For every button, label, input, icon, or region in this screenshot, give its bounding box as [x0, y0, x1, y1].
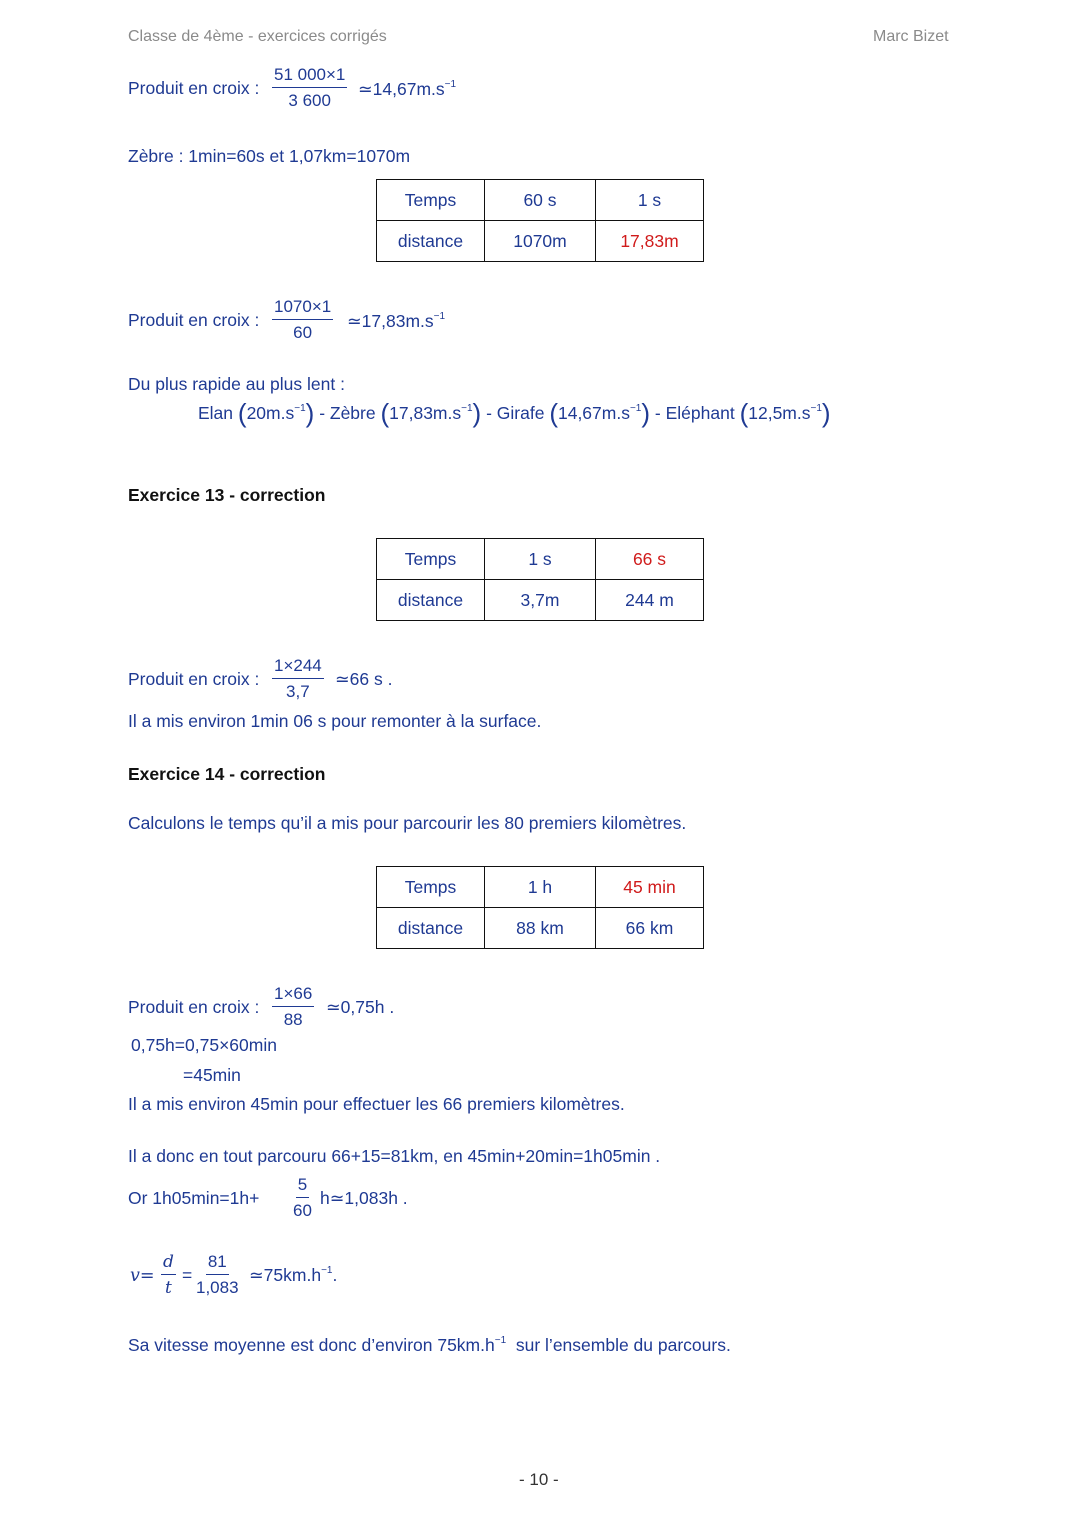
- result-1-exponent: −1: [444, 79, 457, 90]
- ranking-girafe: - Girafe: [486, 403, 545, 423]
- table-cell: 1 s: [596, 180, 704, 221]
- paren-close: ): [472, 398, 482, 428]
- zebre-conversion: Zèbre : 1min=60s et 1,07km=1070m: [128, 146, 411, 166]
- paren-open: (: [739, 398, 749, 428]
- cross-product-label-2: Produit en croix :: [128, 310, 260, 330]
- velocity-exponent: −1: [321, 1265, 333, 1276]
- cross-product-label-4: Produit en croix :: [128, 997, 260, 1017]
- table-cell: 60 s: [485, 180, 596, 221]
- exercise-14-line-4: Il a donc en tout parcouru 66+15=81km, en 45min+20min=1h05min .: [128, 1146, 661, 1166]
- fraction-5: [293, 1175, 312, 1221]
- paren-open: (: [549, 398, 558, 428]
- fraction-6: [196, 1252, 239, 1298]
- fraction-1: [272, 65, 347, 111]
- ranking-girafe-speed: 14,67m.s: [557, 403, 630, 423]
- fraction-2: [272, 297, 333, 343]
- cross-product-label-1: Produit en croix :: [128, 78, 260, 98]
- table-cell: 66 km: [596, 908, 704, 949]
- header-left: Classe de 4ème - exercices corrigés: [128, 28, 387, 45]
- table-row: [377, 180, 704, 221]
- ranking-elan: Elan: [198, 403, 234, 423]
- ranking-elan-speed: 20m.s: [246, 403, 295, 423]
- table-cell: distance: [377, 221, 485, 262]
- paren-open: (: [380, 398, 390, 428]
- fraction-3: [272, 656, 324, 702]
- table-cell-answer: 66 s: [596, 539, 704, 580]
- ranking-list: [198, 398, 831, 429]
- table-cell: 88 km: [485, 908, 596, 949]
- table-cell: distance: [377, 580, 485, 621]
- or-line-suffix: h≃1,083h .: [320, 1188, 408, 1208]
- fraction-3-denominator: 3,7: [286, 682, 310, 701]
- exercise-14-intro: Calculons le temps qu’il a mis pour parcourir les 80 premiers kilomètres.: [128, 813, 687, 833]
- exercise-14-title: Exercice 14 - correction: [128, 764, 326, 784]
- fraction-4-denominator: 88: [283, 1010, 303, 1029]
- table-cell-answer: 17,83m: [596, 221, 704, 262]
- fraction-3-numerator: 1×244: [272, 656, 324, 679]
- velocity-period: .: [332, 1265, 338, 1285]
- final-exponent: −1: [494, 1335, 507, 1346]
- fraction-t: t: [165, 1278, 172, 1298]
- fraction-4: [272, 984, 314, 1030]
- ranking-elephant-speed: 12,5m.s: [748, 403, 811, 423]
- fraction-6-numerator: 81: [206, 1252, 229, 1275]
- result-1-value: ≃14,67m.s: [358, 79, 445, 99]
- exponent: −1: [810, 403, 822, 414]
- fraction-5-numerator: 5: [296, 1175, 309, 1198]
- ranking-elephant: - Eléphant: [654, 403, 735, 423]
- conversion-line-2: =45min: [183, 1065, 241, 1085]
- table-cell: Temps: [377, 539, 485, 580]
- exponent: −1: [461, 403, 473, 414]
- velocity-result: [249, 1265, 337, 1286]
- fraction-6-denominator: 1,083: [196, 1278, 239, 1297]
- table-cell: 3,7m: [485, 580, 596, 621]
- result-2-value: ≃17,83m.s: [347, 311, 434, 331]
- table-row: [377, 908, 704, 949]
- conversion-line-1: 0,75h=0,75×60min: [131, 1035, 277, 1055]
- final-conclusion-part-1: Sa vitesse moyenne est donc d’environ 75km.h: [128, 1335, 495, 1355]
- fraction-4-numerator: 1×66: [272, 984, 314, 1007]
- cross-product-label-3: Produit en croix :: [128, 669, 260, 689]
- exercise-14-line-3: Il a mis environ 45min pour effectuer les 66 premiers kilomètres.: [128, 1094, 625, 1114]
- or-line-prefix: Or 1h05min=1h+: [128, 1188, 260, 1208]
- result-2-exponent: −1: [433, 311, 446, 322]
- header-right: Marc Bizet: [873, 28, 949, 45]
- final-conclusion-part-2: sur l’ensemble du parcours.: [506, 1335, 731, 1355]
- result-4: ≃0,75h .: [326, 997, 395, 1017]
- ranking-zebre-speed: 17,83m.s: [389, 403, 462, 423]
- paren-close: ): [305, 398, 315, 428]
- exponent: −1: [294, 403, 306, 414]
- result-2: [347, 311, 445, 332]
- fraction-1-numerator: 51 000×1: [272, 65, 347, 88]
- table-cell: 244 m: [596, 580, 704, 621]
- table-cell: distance: [377, 908, 485, 949]
- table-cell: 1 h: [485, 867, 596, 908]
- table-cell: Temps: [377, 867, 485, 908]
- fraction-d: d: [161, 1252, 176, 1275]
- equals-sign: =: [182, 1265, 193, 1285]
- velocity-symbol: v=: [130, 1266, 155, 1286]
- table-cell: Temps: [377, 180, 485, 221]
- table-cell-answer: 45 min: [596, 867, 704, 908]
- fraction-2-denominator: 60: [293, 323, 313, 342]
- exercise-13-conclusion: Il a mis environ 1min 06 s pour remonter à la surface.: [128, 711, 542, 731]
- paren-open: (: [237, 398, 247, 428]
- table-cell: 1 s: [485, 539, 596, 580]
- fraction-1-denominator: 3 600: [288, 91, 331, 110]
- fraction-2-numerator: 1070×1: [272, 297, 333, 320]
- proportion-table-2: [376, 538, 704, 621]
- proportion-table-1: [376, 179, 704, 262]
- paren-close: ): [821, 398, 831, 428]
- ranking-zebre: - Zèbre: [319, 403, 376, 423]
- table-row: [377, 867, 704, 908]
- table-row: [377, 221, 704, 262]
- fraction-d-over-t: [161, 1252, 176, 1298]
- fraction-5-denominator: 60: [293, 1201, 312, 1220]
- velocity-value: ≃75km.h: [249, 1265, 322, 1285]
- result-1: [358, 79, 456, 100]
- result-3: ≃66 s .: [335, 669, 393, 689]
- proportion-table-3: [376, 866, 704, 949]
- paren-close: ): [641, 398, 651, 428]
- table-cell: 1070m: [485, 221, 596, 262]
- page-number: - 10 -: [519, 1470, 559, 1489]
- final-conclusion: [128, 1335, 731, 1356]
- ranking-title: Du plus rapide au plus lent :: [128, 374, 345, 394]
- table-row: [377, 580, 704, 621]
- table-row: [377, 539, 704, 580]
- exercise-13-title: Exercice 13 - correction: [128, 485, 326, 505]
- exponent: −1: [629, 403, 642, 414]
